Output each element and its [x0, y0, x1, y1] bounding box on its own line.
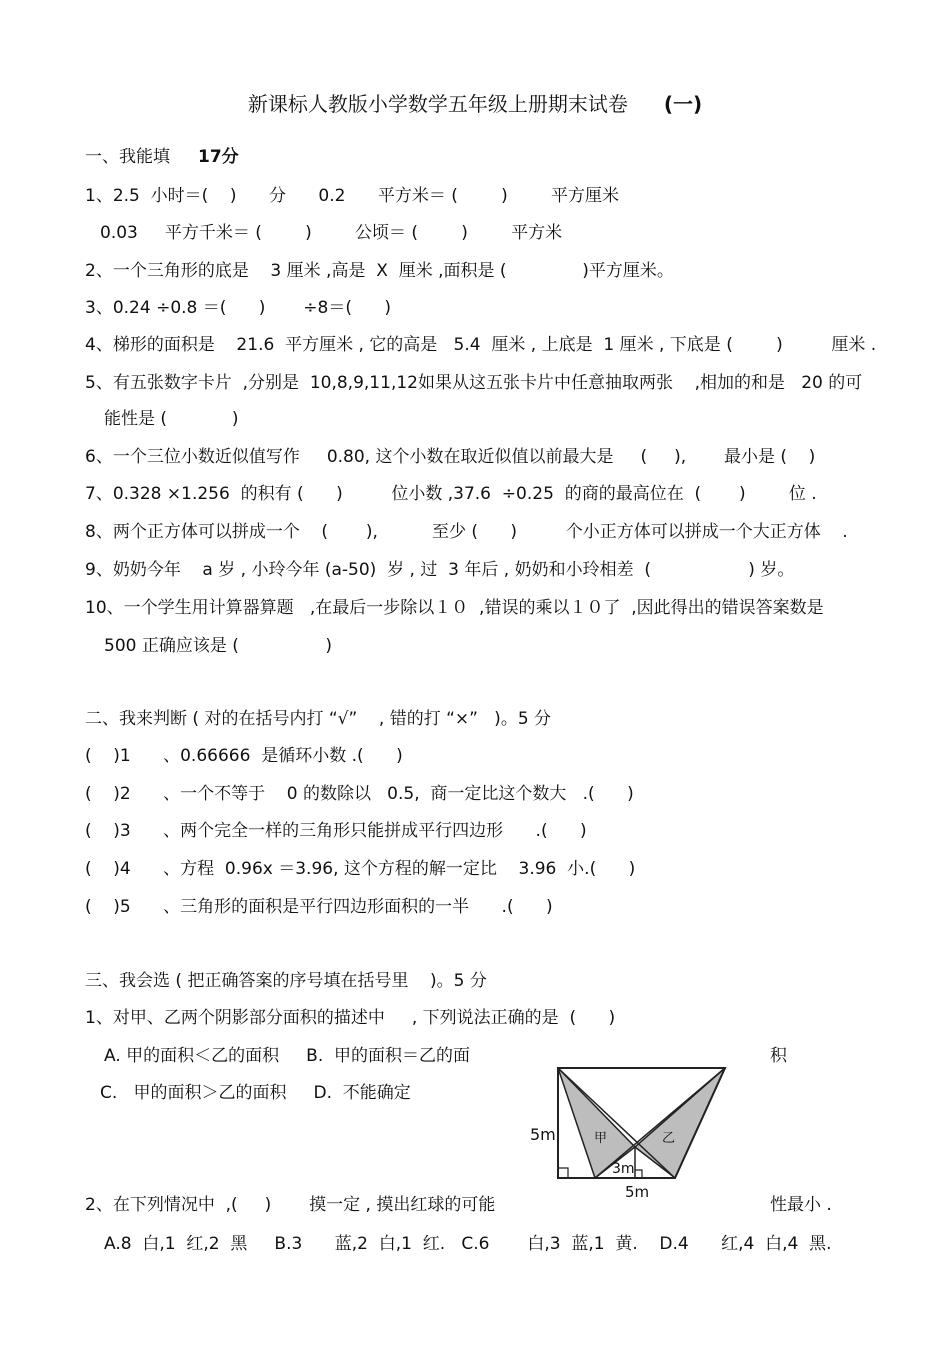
choice-2-stem: 2、在下列情况中 ,( ) 摸一定 , 摸出红球的可能	[85, 1195, 496, 1215]
judge-item-4: ( )4 、方程 0.96x ＝3.96, 这个方程的解一定比 3.96 小.( )	[85, 859, 636, 879]
judge-item-5: ( )5 、三角形的面积是平行四边形面积的一半 .( )	[85, 897, 553, 917]
section1-heading: 一、我能填 17分	[85, 147, 239, 167]
choice-1-options-ab: A. 甲的面积＜乙的面积 B. 甲的面积＝乙的面	[104, 1046, 471, 1066]
question-5-line2: 能性是 ( )	[104, 409, 239, 429]
choice-1-stem: 1、对甲、乙两个阴影部分面积的描述中 , 下列说法正确的是 ( )	[85, 1008, 616, 1028]
judge-item-2: ( )2 、一个不等于 0 的数除以 0.5, 商一定比这个数大 .( )	[85, 784, 634, 804]
right-angle-marker-left	[558, 1168, 568, 1178]
choice-2-options: A.8 白,1 红,2 黑 B.3 蓝,2 白,1 红. C.6 白,3 蓝,1 黄. D.4 红,4 白,4 黑.	[104, 1234, 832, 1254]
section3-heading: 三、我会选 ( 把正确答案的序号填在括号里 )。5 分	[85, 971, 487, 991]
question-1-line2: 0.03 平方千米＝ ( ) 公顷＝ ( ) 平方米	[100, 223, 563, 243]
question-3: 3、0.24 ÷0.8 ＝( ) ÷8＝( )	[85, 298, 392, 318]
question-4: 4、梯形的面积是 21.6 平方厘米 , 它的高是 5.4 厘米 , 上底是 1 厘米 , 下底是 ( ) 厘米 .	[85, 335, 877, 355]
choice-1-options-cd: C. 甲的面积＞乙的面积 D. 不能确定	[100, 1083, 411, 1103]
section2-heading: 二、我来判断 ( 对的在括号内打 “√” , 错的打 “×” )。5 分	[85, 709, 552, 729]
section1-score: 17分	[198, 147, 239, 167]
question-1-line1: 1、2.5 小时＝( ) 分 0.2 平方米＝ ( ) 平方厘米	[85, 186, 619, 206]
question-5-line1: 5、有五张数字卡片 ,分别是 10,8,9,11,12如果从这五张卡片中任意抽取两张 ,相加的和是 20 的可	[85, 373, 863, 393]
trapezoid-figure	[520, 1060, 740, 1205]
page-title	[0, 88, 950, 117]
label-inner-height: 3m	[612, 1161, 635, 1177]
question-10-line1: 10、一个学生用计算器算题 ,在最后一步除以１０ ,错误的乘以１０了 ,因此得出的错误答案数是	[85, 598, 824, 618]
choice-1-options-ab-tail: 积	[770, 1046, 787, 1066]
question-9: 9、奶奶今年 a 岁 , 小玲今年 (a-50) 岁 , 过 3 年后 , 奶奶和小玲相差 ( ) 岁。	[85, 560, 795, 580]
question-7: 7、0.328 ×1.256 的积有 ( ) 位小数 ,37.6 ÷0.25 的商的最高位在 ( ) 位 .	[85, 484, 817, 504]
label-height: 5m	[530, 1125, 556, 1144]
question-6: 6、一个三位小数近似值写作 0.80, 这个小数在取近似值以前最大是 ( ), 最小是 ( )	[85, 447, 816, 467]
judge-item-1: ( )1 、0.66666 是循环小数 .( )	[85, 746, 403, 766]
title-main: 新课标人教版小学数学五年级上册期末试卷	[247, 92, 628, 116]
label-base: 5m	[625, 1183, 650, 1201]
judge-item-3: ( )3 、两个完全一样的三角形只能拼成平行四边形 .( )	[85, 821, 587, 841]
shaded-triangle-yi	[635, 1068, 725, 1178]
label-yi: 乙	[662, 1131, 676, 1146]
question-2: 2、一个三角形的底是 3 厘米 ,高是 X 厘米 ,面积是 ( )平方厘米。	[85, 261, 674, 281]
title-number: (一)	[663, 92, 703, 116]
choice-2-stem-tail: 性最小 .	[770, 1195, 832, 1215]
right-angle-marker-inner	[635, 1170, 642, 1178]
label-jia: 甲	[594, 1131, 608, 1146]
question-10-line2: 500 正确应该是 ( )	[104, 636, 332, 656]
question-8: 8、两个正方体可以拼成一个 ( ), 至少 ( ) 个小正方体可以拼成一个大正方体 .	[85, 522, 848, 542]
